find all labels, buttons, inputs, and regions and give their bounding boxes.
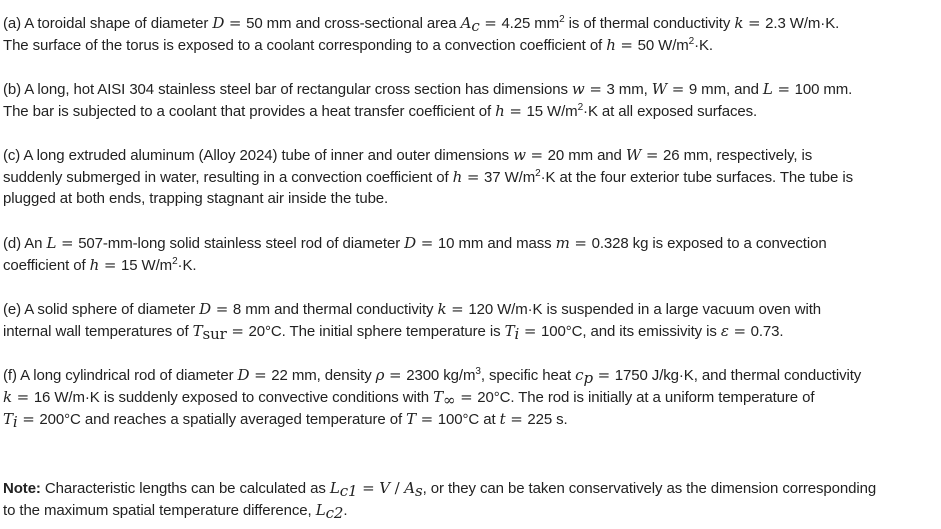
math-eq: = [56, 234, 79, 252]
math-eq: = [17, 410, 40, 428]
text: 0.328 kg is exposed to a convection [591, 235, 827, 252]
math-eq: = [416, 234, 438, 252]
math-var: T [433, 388, 444, 406]
text: The bar is subjected to a coolant that provides a heat transfer coefficient of [3, 103, 496, 120]
math-eq: = [226, 322, 249, 340]
math-var: L [329, 479, 340, 497]
math-eq: = [592, 366, 615, 384]
math-eq: = [667, 80, 689, 98]
problem-b-line-2 [3, 100, 935, 122]
text: The surface of the torus is exposed to a coolant corresponding to a convection coefficient of [3, 37, 607, 54]
math-eq: = [505, 410, 528, 428]
text: 37 W/m [484, 169, 536, 186]
text: Characteristic lengths can be calculated as [40, 480, 330, 497]
math-var: h [495, 102, 505, 120]
text: (c) A long extruded aluminum (Alloy 2024) tube of inner and outer dimensions [3, 147, 514, 164]
note-label: Note: [3, 480, 41, 497]
text: (d) An [3, 235, 47, 252]
math-eq: = [504, 102, 527, 120]
math-eq: = [224, 14, 247, 32]
math-var: ε [720, 322, 729, 340]
math-sub: c [471, 17, 480, 35]
math-eq: = [12, 388, 34, 406]
text: 10 mm and mass [437, 235, 556, 252]
math-var: h [606, 36, 616, 54]
text: coefficient of [3, 257, 90, 274]
problem-c-line-1 [3, 144, 935, 166]
text: 120 W/m·K is suspended in a large vacuum oven with [468, 301, 822, 318]
text: 15 W/m [121, 257, 173, 274]
math-eq: = [446, 300, 469, 318]
math-var: k [3, 388, 12, 406]
text: , or they can be taken conservatively as the dimension corresponding [422, 480, 877, 497]
math-var: t [499, 410, 506, 428]
text: 1750 J/kg·K, and thermal conductivity [614, 367, 862, 384]
text: (a) A toroidal shape of diameter [3, 15, 213, 32]
text: 20°C. The rod is initially at a uniform temperature of [477, 389, 815, 406]
superscript: 2 [559, 14, 565, 25]
math-var: m [555, 234, 570, 252]
math-var: k [734, 14, 744, 32]
math-eq: = [455, 388, 478, 406]
math-eq: = [249, 366, 272, 384]
problem-e-line-2 [3, 320, 935, 342]
text: 225 s. [527, 411, 568, 428]
math-var: h [89, 256, 100, 274]
math-var: ρ [375, 366, 385, 384]
math-var: T [504, 322, 515, 340]
math-eq: = [479, 14, 502, 32]
note [3, 477, 935, 521]
text: ·K at all exposed surfaces. [583, 103, 758, 120]
math-var: A [460, 14, 472, 32]
math-var: D [404, 234, 417, 252]
problem-e-line-1 [3, 298, 935, 320]
math-eq: = [519, 322, 541, 340]
text: 2.3 W/m·K. [765, 15, 840, 32]
math-eq: = [415, 410, 438, 428]
problem-f-line-2 [3, 386, 935, 408]
text: 20°C. The initial sphere temperature is [248, 323, 505, 340]
text: (e) A solid sphere of diameter [3, 301, 200, 318]
problem-d-line-1 [3, 232, 935, 254]
math-eq: = [99, 256, 121, 274]
text: ·K. [177, 257, 197, 274]
math-eq: = [584, 80, 607, 98]
math-var: D [199, 300, 212, 318]
text: 100°C, and its emissivity is [541, 323, 721, 340]
superscript: 3 [475, 366, 481, 377]
math-eq: = [384, 366, 407, 384]
problem-b-line-1 [3, 78, 935, 100]
problem-f-line-1 [3, 364, 935, 386]
problem-d-line-2 [3, 254, 935, 276]
text: ·K at the four exterior tube surfaces. The tube is [540, 169, 853, 186]
math-eq: = [615, 36, 638, 54]
math-eq: = [772, 80, 795, 98]
math-sub: s [415, 482, 423, 500]
math-sub: c2 [325, 504, 344, 522]
superscript: 2 [688, 36, 695, 47]
text: 26 mm, respectively, is [663, 147, 813, 164]
problem-e [3, 298, 935, 342]
text: , specific heat [480, 367, 576, 384]
math-var: W [651, 80, 668, 98]
math-var: L [762, 80, 773, 98]
problem-f [3, 364, 935, 430]
text: (b) A long, hot AISI 304 stainless steel bar of rectangular cross section has dimensions [3, 81, 572, 98]
text: 507-mm-long solid stainless steel rod of diameter [78, 235, 405, 252]
math-sub: i [12, 413, 18, 431]
text: 100 mm. [794, 81, 853, 98]
superscript: 2 [535, 168, 541, 179]
problem-c [3, 144, 935, 210]
problem-b [3, 78, 935, 122]
text: internal wall temperatures of [3, 323, 193, 340]
text: 16 W/m·K is suddenly exposed to convective conditions with [33, 389, 434, 406]
math-var: w [571, 80, 585, 98]
text: 3 mm, [606, 81, 652, 98]
math-var: T [192, 322, 203, 340]
math-var: W [625, 146, 642, 164]
math-sub: c1 [339, 482, 358, 500]
math-eq: = [462, 168, 485, 186]
math-sub: p [583, 369, 593, 387]
text: 50 W/m [637, 37, 689, 54]
problem-c-line-3: plugged at both ends, trapping stagnant air inside the tube. [3, 190, 389, 207]
math-var: h [452, 168, 463, 186]
superscript: 2 [172, 256, 178, 267]
math-eq: = [357, 479, 380, 497]
text: to the maximum spatial temperature difference, [3, 502, 316, 519]
text: 200°C and reaches a spatially averaged temperature of [39, 411, 407, 428]
text: 4.25 mm [501, 15, 560, 32]
math-var: T [3, 410, 13, 428]
math-var: c [575, 366, 584, 384]
problem-f-line-3 [3, 408, 935, 430]
math-eq: = [569, 234, 592, 252]
text: (f) A long cylindrical rod of diameter [3, 367, 238, 384]
math-var: k [437, 300, 447, 318]
problem-a-line-2 [3, 34, 935, 56]
math-sub: ∞ [443, 391, 456, 409]
problem-a-line-1 [3, 12, 935, 34]
text: 0.73. [750, 323, 784, 340]
note-line-2 [3, 499, 935, 521]
math-eq: = [641, 146, 664, 164]
text: 50 mm and cross-sectional area [246, 15, 461, 32]
math-op: / [390, 479, 405, 497]
math-sub: i [514, 325, 520, 343]
text: 2300 kg/m [406, 367, 476, 384]
superscript: 2 [577, 102, 584, 113]
math-eq: = [743, 14, 766, 32]
text: 9 mm, and [688, 81, 763, 98]
text: 22 mm, density [271, 367, 376, 384]
text: 8 mm and thermal conductivity [232, 301, 438, 318]
text: ·K. [694, 37, 713, 54]
text: is of thermal conductivity [564, 15, 735, 32]
math-var: L [315, 501, 326, 519]
math-var: w [513, 146, 526, 164]
problem-d [3, 232, 935, 276]
problem-c-line-2 [3, 166, 935, 188]
note-line-1 [3, 477, 935, 499]
math-var: D [237, 366, 250, 384]
math-var: T [406, 410, 416, 428]
math-eq: = [525, 146, 548, 164]
text: 20 mm and [547, 147, 626, 164]
text: . [343, 502, 348, 519]
text: 15 W/m [526, 103, 578, 120]
math-eq: = [728, 322, 751, 340]
math-var: V [379, 479, 390, 497]
math-var: D [212, 14, 225, 32]
text: 100°C at [437, 411, 500, 428]
math-var: L [46, 234, 57, 252]
math-eq: = [211, 300, 233, 318]
math-sub: sur [202, 325, 227, 343]
problem-a [3, 12, 935, 56]
math-var: A [404, 479, 416, 497]
text: suddenly submerged in water, resulting in a convection coefficient of [3, 169, 453, 186]
